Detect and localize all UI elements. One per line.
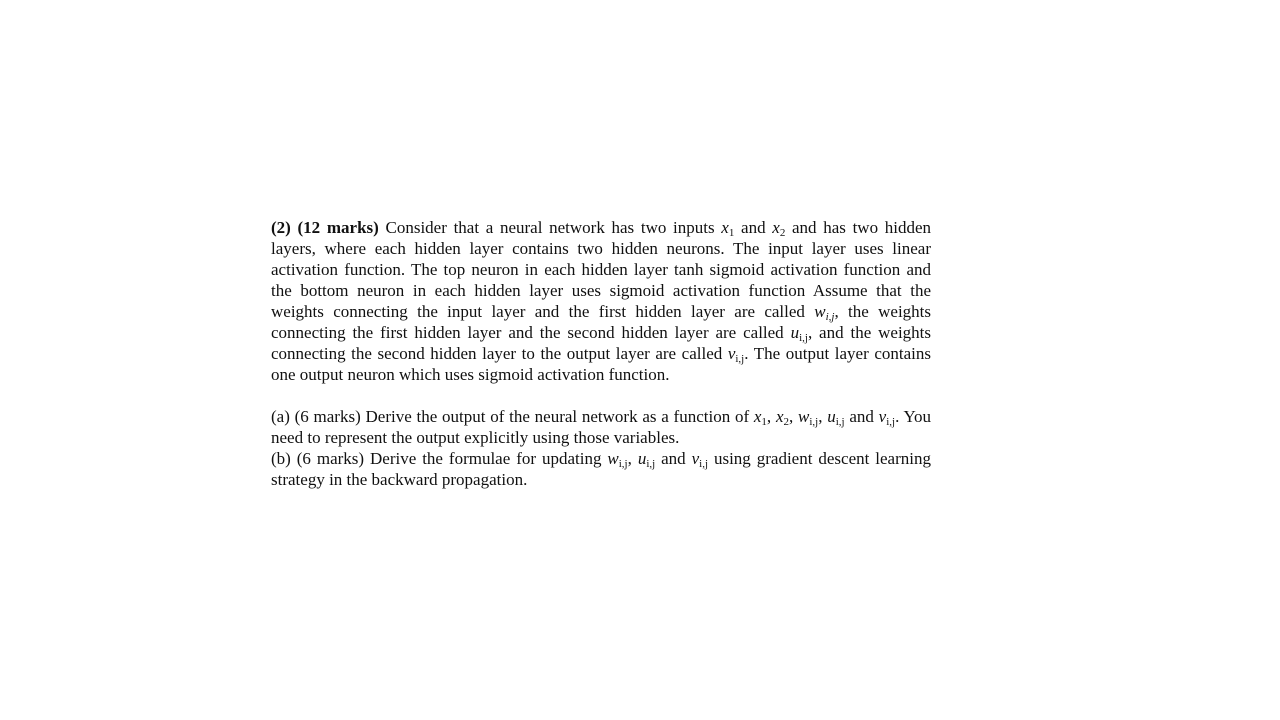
part-a-text-1: Derive the output of the neural network as a function of [360, 407, 754, 426]
var-v: v [691, 449, 700, 468]
var-w: w [607, 449, 619, 468]
var-u: u [637, 449, 647, 468]
comma: , [766, 407, 776, 426]
var-v: v [878, 407, 887, 426]
sub-1: 1 [761, 416, 767, 428]
sub-ij: i,j [799, 332, 808, 344]
question-number: (2) [271, 218, 291, 237]
var-u: u [827, 407, 836, 426]
comma: , [627, 449, 638, 468]
sub-ij: i,j [646, 458, 656, 470]
question-intro-paragraph [271, 217, 931, 385]
intro-text-3: , the weights connecting the first hidden layer and the second hidden layer are called [271, 302, 932, 342]
and-text: and [734, 218, 773, 237]
var-x: x [775, 407, 784, 426]
sub-ij: i,j [835, 416, 845, 428]
part-b-text-2: and [655, 449, 692, 468]
part-a [271, 406, 931, 448]
sub-2: 2 [779, 227, 786, 239]
part-a-label: (a) (6 marks) [271, 407, 361, 426]
comma: , [818, 407, 828, 426]
part-b [271, 448, 931, 490]
sub-ij: i,j [809, 416, 819, 428]
var-x: x [772, 218, 780, 237]
sub-1: 1 [728, 227, 735, 239]
intro-text-5: . The output layer contains one output neuron which uses sigmoid activation function. [271, 344, 931, 384]
part-b-text-1: Derive the formulae for updating [364, 449, 608, 468]
sub-ij: i,j [699, 458, 709, 470]
var-x: x [753, 407, 762, 426]
part-b-label: (b) (6 marks) [271, 449, 365, 468]
question-marks: (12 marks) [297, 218, 379, 237]
var-w: w [798, 407, 810, 426]
sub-ij: i,j [735, 353, 745, 365]
sub-2: 2 [783, 416, 789, 428]
var-u: u [790, 323, 800, 342]
var-x: x [721, 218, 729, 237]
comma: , [788, 407, 798, 426]
sub-ij: i,j [825, 311, 835, 323]
question-2 [271, 217, 931, 490]
paragraph-gap [271, 385, 931, 406]
part-a-text-2: and [844, 407, 879, 426]
sub-ij: i,j [886, 416, 896, 428]
var-w: w [814, 302, 826, 321]
var-v: v [727, 344, 736, 363]
intro-text-2: and has two hidden layers, where each hidden layer contains two hidden neurons. The input layer uses linear activation function. The top neuron in each hidden layer tanh sigmoid activation function and the bottom neuron in each hidden layer uses sigmoid activation function Assume that the weights connecting the input layer and the first hidden layer are called [271, 218, 932, 321]
intro-text-4: , and the weights connecting the second hidden layer to the output layer are called [271, 323, 932, 363]
sub-ij: i,j [618, 458, 628, 470]
intro-text-1: Consider that a neural network has two inputs [378, 218, 722, 237]
part-a-text-3: . You need to represent the output explicitly using those variables. [271, 407, 932, 447]
part-b-text-3: using gradient descent learning strategy in the backward propagation. [271, 449, 931, 489]
